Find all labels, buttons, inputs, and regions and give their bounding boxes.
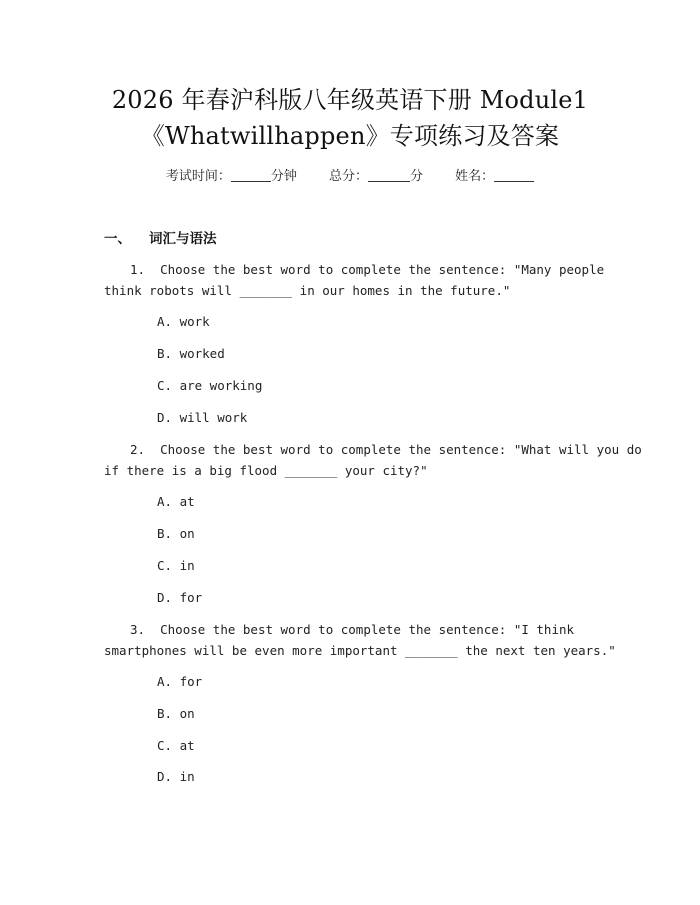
question-1-option-b: B. worked — [157, 346, 225, 361]
question-2-option-d: D. for — [157, 590, 203, 605]
exam-score-label: 总分： — [328, 169, 368, 184]
exam-score-blank — [368, 167, 410, 182]
question-2-number: 2. — [130, 442, 146, 457]
exam-score — [329, 169, 423, 184]
exam-name-blank — [494, 167, 534, 182]
question-3-line2: smartphones will be even more important _______ the next ten years." — [104, 643, 616, 658]
question-1-line2: think robots will _______ in our homes in the future." — [104, 283, 511, 298]
question-1-option-c: C. are working — [157, 378, 263, 393]
question-3-option-d: D. in — [157, 769, 195, 784]
section-title: 词汇与语法 — [149, 231, 217, 247]
question-2-option-b: B. on — [157, 526, 195, 541]
question-2-line2: if there is a big flood _______ your city?" — [104, 463, 428, 478]
section-heading — [104, 229, 217, 249]
question-3-option-b: B. on — [157, 706, 195, 721]
exam-name-label: 姓名： — [455, 169, 495, 184]
question-1-number: 1. — [130, 262, 146, 277]
exam-name — [455, 169, 534, 184]
exam-time-unit: 分钟 — [270, 169, 297, 184]
section-number: 一、 — [104, 231, 131, 247]
question-2-option-a: A. at — [157, 494, 195, 509]
question-2 — [104, 439, 642, 481]
question-3-option-c: C. at — [157, 738, 195, 753]
question-1 — [104, 259, 604, 301]
exam-time — [166, 169, 297, 184]
question-3-line1: Choose the best word to complete the sentence: "I think — [160, 622, 575, 637]
question-3-option-a: A. for — [157, 674, 203, 689]
document-title-line1: 2026 年春沪科版八年级英语下册 Module1 — [111, 86, 589, 114]
question-1-option-d: D. will work — [157, 410, 248, 425]
document-title-line2: 《Whatwillhappen》专项练习及答案 — [140, 122, 560, 150]
exam-score-unit: 分 — [410, 169, 424, 184]
question-2-line1: Choose the best word to complete the sentence: "What will you do — [160, 442, 642, 457]
question-1-option-a: A. work — [157, 314, 210, 329]
question-2-option-c: C. in — [157, 558, 195, 573]
exam-time-label: 考试时间： — [165, 169, 231, 184]
question-1-line1: Choose the best word to complete the sentence: "Many people — [160, 262, 605, 277]
exam-info — [0, 167, 700, 187]
question-3-number: 3. — [130, 622, 146, 637]
question-3 — [104, 619, 616, 661]
exam-time-blank — [231, 167, 271, 182]
